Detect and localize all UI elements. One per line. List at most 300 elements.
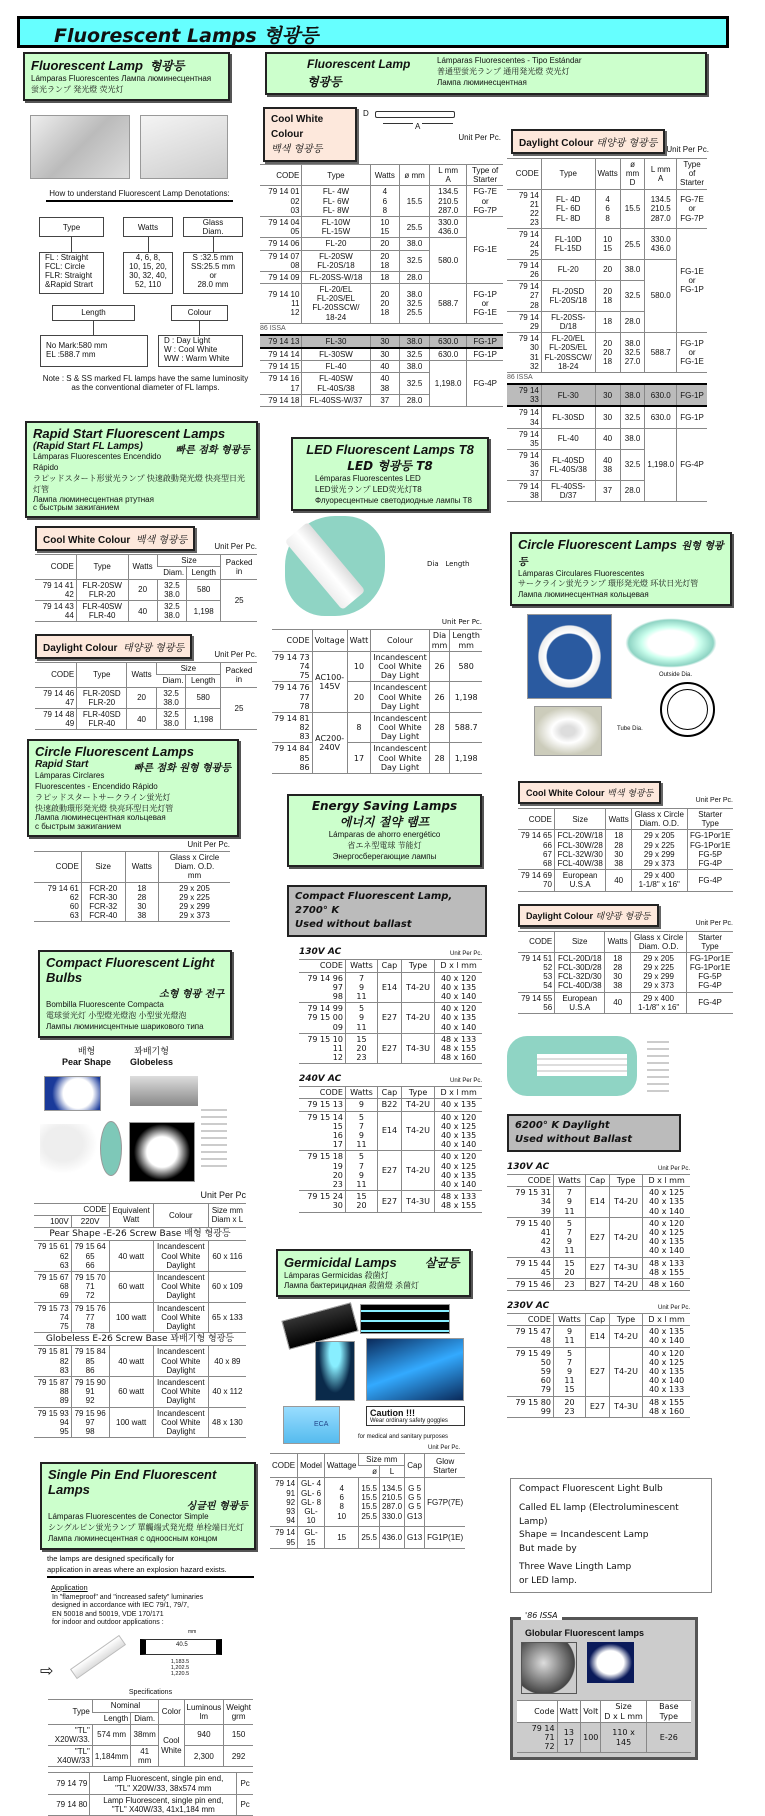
table-cell: 79 14 07 08 bbox=[260, 250, 302, 271]
table-cell: FG-4P bbox=[687, 992, 733, 1013]
table-cell: 630.0 bbox=[645, 384, 677, 406]
table-cell: Incandescent Cool White Daylight bbox=[153, 1346, 208, 1377]
daylight-table bbox=[507, 158, 707, 502]
table-cell: 48 x 130 bbox=[208, 1407, 246, 1438]
table-cell: 79 14 21 22 23 bbox=[507, 189, 541, 229]
unit-label: Unit Per Pc. bbox=[441, 618, 482, 627]
table-cell: FL- 4W FL- 6W FL- 8W bbox=[302, 186, 370, 217]
column-header: D x l mm bbox=[643, 1175, 690, 1187]
table-cell: 40 38 bbox=[370, 373, 400, 394]
table-row bbox=[299, 1111, 482, 1151]
issa-row bbox=[260, 323, 503, 335]
table-row bbox=[35, 579, 257, 600]
compact-photos bbox=[18, 1044, 248, 1190]
circle-day-table bbox=[518, 931, 733, 1015]
table-cell: FL-20SS-W/18 bbox=[302, 271, 370, 283]
table-cell: 630.0 bbox=[430, 335, 467, 348]
table-cell: GL-15 bbox=[298, 1527, 325, 1548]
table-cell: 40 x 125 40 x 135 40 x 140 bbox=[643, 1187, 690, 1218]
table-row bbox=[299, 1191, 482, 1212]
daylight-label: Daylight Colour 태양광 형광등 bbox=[511, 129, 665, 154]
table-row bbox=[48, 1746, 253, 1767]
table-cell: FLR-20SD FLR-20 bbox=[77, 687, 127, 708]
table-cell: FCL-20D/18 FCL-30D/28 FCL-32D/30 FCL-40D/38 bbox=[555, 952, 605, 992]
header-row bbox=[517, 1701, 691, 1722]
box-line: Энергосберегающие лампы bbox=[332, 851, 437, 861]
voltage-label: 230V AC bbox=[507, 1301, 550, 1312]
table-cell: 41 mm bbox=[131, 1746, 159, 1767]
column-header: CODE bbox=[35, 555, 76, 579]
header-row bbox=[48, 1700, 253, 1712]
energy-photos bbox=[507, 1036, 737, 1096]
table-cell: E27 bbox=[378, 1191, 402, 1212]
table-cell: 134.5 210.5 287.0 bbox=[645, 189, 677, 229]
table-cell: 25 bbox=[220, 687, 257, 730]
table-cell: 18 28 30 38 bbox=[606, 830, 632, 870]
table-cell: FL-20 bbox=[302, 238, 370, 250]
table-cell: 110 x 145 bbox=[601, 1722, 646, 1753]
table-row bbox=[507, 1347, 690, 1396]
column-header: CODE bbox=[34, 1203, 109, 1215]
table-cell: 29 x 400 1-1/8" x 16" bbox=[632, 870, 688, 891]
table-cell: FL-40SS-W/37 bbox=[302, 394, 370, 406]
intro-text: the lamps are designed specifically for application in areas where an explosion hazard exists. bbox=[47, 1553, 254, 1578]
table-cell: T4-2U bbox=[609, 1278, 642, 1290]
table-row bbox=[507, 428, 707, 449]
fluorescent-lamp-box bbox=[23, 52, 230, 101]
spec-title: Specifications bbox=[128, 1689, 173, 1697]
unit-label: Unit Per Pc. bbox=[187, 840, 230, 849]
unit-label: Unit Per Pc. bbox=[427, 1445, 460, 1452]
unit-label: Unit Per Pc. bbox=[449, 951, 482, 958]
table-cell: 1,198 bbox=[187, 600, 221, 621]
voltage-heading bbox=[299, 947, 482, 957]
globular-box bbox=[510, 1611, 698, 1760]
table-row bbox=[48, 1773, 253, 1794]
box-line: 快速啟動環形発光燈 快亮环型日光灯管 bbox=[35, 803, 174, 813]
column-header: L mm A bbox=[430, 165, 467, 186]
box-subtitle: Rapid Start bbox=[35, 759, 89, 771]
table-cell: 5 7 9 11 bbox=[553, 1217, 585, 1257]
table-row bbox=[260, 186, 503, 217]
column-header: Watts bbox=[553, 1314, 585, 1326]
single-pin-box bbox=[40, 1462, 256, 1549]
table-row bbox=[260, 335, 503, 348]
unit-label: Unit Per Pc. bbox=[695, 919, 733, 927]
unit-label: Unit Per Pc bbox=[200, 1189, 246, 1200]
column-header: 220V bbox=[71, 1215, 109, 1227]
led-box bbox=[291, 437, 489, 511]
cool-white-label: Cool White Colour 백색 형광등 bbox=[518, 781, 661, 804]
table-cell: FG-1P bbox=[677, 406, 707, 428]
table-cell: 79 15 18 19 20 23 bbox=[299, 1151, 345, 1191]
table-cell: E27 bbox=[586, 1257, 610, 1278]
table-row bbox=[48, 1794, 253, 1815]
globular-table bbox=[517, 1700, 691, 1753]
table-cell: 79 14 95 bbox=[270, 1527, 298, 1548]
table-cell: 32.5 bbox=[400, 348, 430, 361]
header-row bbox=[507, 1314, 690, 1326]
table-cell: FG1P(1E) bbox=[425, 1527, 466, 1548]
column-header: CODE bbox=[35, 663, 77, 687]
table-row bbox=[270, 1527, 465, 1548]
table-row bbox=[272, 651, 482, 682]
data-table bbox=[260, 164, 503, 407]
denotation-title: How to understand Fluorescent Lamp Denotations: bbox=[46, 189, 233, 202]
data-table bbox=[507, 1313, 690, 1418]
table-cell: E27 bbox=[586, 1347, 610, 1396]
table-row bbox=[507, 229, 707, 260]
table-cell: 630.0 bbox=[430, 348, 467, 361]
table-cell: 79 14 96 97 98 bbox=[299, 972, 345, 1003]
table-cell: 10 bbox=[347, 651, 371, 682]
column-header: CODE bbox=[507, 1314, 553, 1326]
germicidal-tube-photo: ECA bbox=[283, 1406, 340, 1444]
table-cell: 48 x 133 48 x 155 bbox=[643, 1257, 690, 1278]
application-title: Application bbox=[51, 1582, 88, 1592]
watts-box: Watts bbox=[123, 217, 173, 237]
table-cell: 60 x 116 bbox=[208, 1241, 246, 1272]
table-cell: T4-2U bbox=[401, 1151, 434, 1191]
table-cell: 1,198.0 bbox=[430, 361, 467, 407]
unit-label: Unit Per Pc. bbox=[666, 145, 709, 154]
table-cell: 79 14 36 37 bbox=[507, 450, 541, 481]
globeless-caption: 꽈배기형 Globeless bbox=[130, 1045, 174, 1067]
table-cell: 79 14 14 bbox=[260, 348, 302, 361]
table-cell: FL-40SW FL-40S/38 bbox=[302, 373, 370, 394]
table-cell: 79 15 73 74 75 bbox=[34, 1302, 71, 1333]
table-cell: Incandescent Cool White Daylight bbox=[153, 1241, 208, 1272]
table-cell: FL-40 bbox=[302, 361, 370, 373]
table-cell: 20 20 18 bbox=[595, 333, 620, 373]
table-row bbox=[272, 712, 482, 743]
cool-white-heading bbox=[260, 107, 501, 162]
table-cell: 630.0 bbox=[645, 406, 677, 428]
table-cell: FCR-20 FCR-30 FCR-32 FCR-40 bbox=[81, 882, 125, 922]
table-cell: 1,184mm bbox=[92, 1746, 130, 1767]
table-cell: 32.5 38.0 bbox=[157, 600, 186, 621]
rapid-cool-table bbox=[35, 554, 257, 622]
table-cell: 79 14 29 bbox=[507, 311, 541, 332]
led-photo-area bbox=[260, 516, 500, 618]
header-row bbox=[507, 1175, 690, 1187]
single-pin-lamp-photo bbox=[70, 1635, 126, 1679]
fluorescent-tube-photo bbox=[30, 115, 130, 179]
table-cell: 79 14 48 49 bbox=[35, 709, 77, 730]
column-header: Glass x Circle Diam. O.D. bbox=[632, 809, 688, 830]
table-cell: E14 bbox=[586, 1187, 610, 1218]
daylight-heading bbox=[518, 904, 733, 927]
table-cell: 79 14 01 02 03 bbox=[260, 186, 302, 217]
single-pin-drawing bbox=[18, 1627, 248, 1689]
rapid-day-table bbox=[35, 662, 257, 730]
table-cell: 79 14 27 28 bbox=[507, 281, 541, 312]
ceiling-light-photo bbox=[534, 706, 602, 756]
table-row bbox=[272, 743, 482, 774]
column-header: Type bbox=[609, 1175, 642, 1187]
table-row bbox=[260, 348, 503, 361]
table-cell: 79 15 70 71 72 bbox=[71, 1271, 109, 1302]
column-header: D x l mm bbox=[435, 960, 482, 972]
table-cell: 32.5 bbox=[400, 250, 430, 271]
table-cell: FG7P(7E) bbox=[425, 1478, 466, 1527]
table-cell: 25.5 bbox=[620, 229, 645, 260]
column-header: Cap bbox=[405, 1454, 425, 1478]
box-title: Circle Fluorescent Lamps bbox=[35, 744, 194, 760]
box-line: Lámparas Germicidas 殺菌灯 bbox=[284, 1270, 389, 1280]
column-header: Watts bbox=[127, 663, 156, 687]
table-row bbox=[507, 1257, 690, 1278]
table-cell: FL-20/EL FL-20S/EL FL-20SSCW/ 18-24 bbox=[541, 333, 595, 373]
box-line: Лампа люминесцентная кольцевая с быстрым зажиганием bbox=[35, 813, 166, 832]
table-cell: 79 14 38 bbox=[507, 480, 541, 501]
column-header: Watts bbox=[128, 555, 157, 579]
table-cell: 79 15 24 30 bbox=[299, 1191, 345, 1212]
table-cell: 30 bbox=[595, 406, 620, 428]
table-cell: 5 7 9 11 15 bbox=[553, 1347, 585, 1396]
type-values: FL : Straight FCL: Circle FLR: Straight &Rapid Strart bbox=[39, 252, 104, 294]
column-header: CODE bbox=[299, 1087, 345, 1099]
table-row bbox=[299, 1033, 482, 1064]
table-cell: 79 15 46 bbox=[507, 1278, 553, 1290]
table-cell: AC200- 240V bbox=[312, 712, 347, 773]
table-cell: E27 bbox=[378, 1151, 402, 1191]
column-header: Watts bbox=[553, 1175, 585, 1187]
table-cell: 40 bbox=[595, 428, 620, 449]
table-cell: FG-1Por1E FG-1Por1E FG-5P FG-4P bbox=[687, 952, 733, 992]
spiral-bulb-2-photo bbox=[201, 1104, 227, 1172]
column-header: Volt bbox=[581, 1701, 601, 1722]
table-row bbox=[34, 1241, 246, 1272]
table-cell: 15 20 bbox=[345, 1191, 377, 1212]
cfl-6200-header: 6200° K Daylight Used without Ballast bbox=[507, 1114, 681, 1152]
column-header: Watts bbox=[345, 1087, 377, 1099]
table-cell: FLR-20SW FLR-20 bbox=[76, 579, 128, 600]
table-cell: 79 14 34 bbox=[507, 406, 541, 428]
table-cell: T4-2U bbox=[609, 1217, 642, 1257]
table-cell: 40 x 120 40 x 135 40 x 140 bbox=[435, 972, 482, 1003]
data-table bbox=[35, 662, 257, 730]
column-header: Size bbox=[156, 663, 220, 675]
table-row bbox=[299, 1003, 482, 1034]
column-header: D x l mm bbox=[435, 1087, 482, 1099]
table-cell: 32.5 bbox=[400, 373, 430, 394]
table-cell: 25.5 bbox=[400, 216, 430, 237]
column-header: ø mm D bbox=[620, 159, 645, 190]
header-row bbox=[34, 1203, 246, 1215]
column-header: Type bbox=[77, 663, 127, 687]
column-header: Starter Type bbox=[687, 931, 733, 952]
table-cell: 48 x 133 48 x 155 bbox=[435, 1191, 482, 1212]
column-header: Diam. bbox=[131, 1712, 159, 1724]
table-cell: T4-2U bbox=[401, 1111, 434, 1151]
table-cell: 79 15 80 99 bbox=[507, 1396, 553, 1417]
table-cell: 38.0 32.5 25.5 bbox=[400, 284, 430, 324]
table-row bbox=[260, 238, 503, 250]
column-header: ø mm bbox=[400, 165, 430, 186]
table-cell: 79 14 76 77 78 bbox=[272, 682, 312, 713]
column-header: Watts bbox=[370, 165, 400, 186]
table-cell: 38.0 bbox=[400, 238, 430, 250]
table-cell: FL-20/EL FL-20S/EL FL-20SSCW/ 18-24 bbox=[302, 284, 370, 324]
table-cell: 18 28 30 38 bbox=[125, 882, 158, 922]
table-cell: 134.5 210.5 287.0 330.0 bbox=[380, 1478, 405, 1527]
column-header: Type bbox=[541, 159, 595, 190]
table-cell: 79 15 49 50 59 60 79 bbox=[507, 1347, 553, 1396]
table-cell: 79 14 41 42 bbox=[35, 579, 76, 600]
unit-label: Unit Per Pc. bbox=[657, 1166, 690, 1173]
table-cell: 1,198 bbox=[186, 709, 220, 730]
table-cell: Incandescent Cool White Day Light bbox=[371, 651, 430, 682]
table-row bbox=[34, 1407, 246, 1438]
box-line: Lámparas Fluorescentes de Conector Simple bbox=[48, 1512, 209, 1522]
table-cell: 20 20 18 bbox=[370, 284, 400, 324]
table-cell: GL- 4 GL- 6 GL- 8 GL-10 bbox=[298, 1478, 325, 1527]
table-cell: 37 bbox=[370, 394, 400, 406]
table-cell: 2,300 bbox=[184, 1746, 224, 1767]
column-header: Size D x L mm bbox=[601, 1701, 646, 1722]
column-header: Cap bbox=[378, 1087, 402, 1099]
table-cell: 79 14 91 92 93 94 bbox=[270, 1478, 298, 1527]
table-cell: 79 15 93 94 95 bbox=[34, 1407, 71, 1438]
box-line: 電球蛍光灯 小型燈光燈泡 小型蛍光燈泡 bbox=[46, 1011, 187, 1021]
table-cell: FL-10W FL-15W bbox=[302, 216, 370, 237]
single-spec-table bbox=[48, 1699, 253, 1767]
table-cell: 580.0 bbox=[430, 238, 467, 284]
table-cell: Lamp Fluorescent, single pin end, "TL" X20W/33, 38x574 mm bbox=[90, 1773, 237, 1794]
table-cell: 28 bbox=[429, 712, 450, 743]
table-cell: FG-4P bbox=[467, 361, 503, 407]
circle-cool-table bbox=[518, 808, 733, 892]
table-cell: AC100- 145V bbox=[312, 651, 347, 712]
table-cell: 25.5 bbox=[359, 1527, 380, 1548]
column-header: Watt bbox=[347, 630, 371, 651]
data-table bbox=[270, 1453, 465, 1549]
led-table bbox=[272, 629, 482, 774]
header-row bbox=[299, 960, 482, 972]
globeless-bulb-photo bbox=[130, 1076, 198, 1106]
table-cell: E14 bbox=[378, 972, 402, 1003]
table-cell: Incandescent Cool White Daylight bbox=[153, 1407, 208, 1438]
table-cell: 29 x 400 1-1/8" x 16" bbox=[631, 992, 687, 1013]
table-row bbox=[507, 1217, 690, 1257]
dim-unit: mm bbox=[188, 1629, 197, 1636]
table-row bbox=[517, 1722, 691, 1753]
watts-values: 4, 6, 8, 10, 15, 20, 30, 32, 40, 52, 110 bbox=[123, 252, 173, 294]
table-cell: E27 bbox=[378, 1003, 402, 1034]
note-line: or LED lamp. bbox=[519, 1575, 577, 1586]
colour-box: Colour bbox=[171, 305, 228, 321]
column-header: Dia mm bbox=[429, 630, 450, 651]
table-cell: 79 14 18 bbox=[260, 394, 302, 406]
box-korean: 빠른 점화 형광등 bbox=[175, 444, 250, 456]
table-row bbox=[34, 1302, 246, 1333]
table-cell: 15 20 23 bbox=[345, 1033, 377, 1064]
table-cell: 79 15 47 48 bbox=[507, 1326, 553, 1347]
column-header: Packed in bbox=[220, 663, 257, 687]
table-row bbox=[34, 1346, 246, 1377]
table-cell: 940 bbox=[184, 1724, 224, 1745]
denotation-diagram bbox=[18, 189, 258, 399]
table-cell: FL-30SW bbox=[302, 348, 370, 361]
table-cell: 79 14 65 66 67 68 bbox=[518, 830, 554, 870]
table-cell: 79 14 99 79 15 00 09 bbox=[299, 1003, 345, 1034]
table-cell: 4 6 8 bbox=[370, 186, 400, 217]
note-line: But made by bbox=[519, 1543, 577, 1554]
column-header: Starter Type bbox=[687, 809, 733, 830]
photo-row bbox=[18, 115, 248, 179]
globular-photos bbox=[521, 1642, 691, 1694]
table-cell: T4-3U bbox=[401, 1033, 434, 1064]
box-line: Lámparas de ahorro energético bbox=[328, 830, 441, 839]
box-line: サークライン蛍光ランプ 環形発光燈 环状日光灯管 bbox=[518, 579, 699, 589]
table-row bbox=[34, 1377, 246, 1408]
box-korean: LED 형광등 T8 bbox=[347, 458, 433, 473]
data-table bbox=[507, 158, 707, 502]
length-box: Length bbox=[52, 305, 135, 321]
box-title: Circle Fluorescent Lamps bbox=[518, 537, 677, 553]
column-header: CODE bbox=[299, 960, 345, 972]
lamp-dimension-drawing: 40.5 bbox=[140, 1639, 222, 1655]
table-cell: 65 x 133 bbox=[208, 1302, 246, 1333]
table-cell: Incandescent Cool White Daylight bbox=[153, 1377, 208, 1408]
table-cell: FG-7E or FG-7P bbox=[677, 189, 707, 229]
colour-values: D : Day Light W : Cool White WW : Warm White bbox=[158, 335, 243, 367]
table-cell: 79 14 61 62 60 63 bbox=[34, 882, 81, 922]
globular-lamp-photo bbox=[521, 1642, 577, 1694]
data-table bbox=[34, 851, 230, 922]
table-cell: 60 watt bbox=[109, 1271, 153, 1302]
energy-lamp-2-photo bbox=[647, 1036, 669, 1096]
table-row bbox=[507, 1396, 690, 1417]
table-cell: 20 23 bbox=[553, 1396, 585, 1417]
table-row bbox=[518, 870, 733, 891]
box-subtitle: (Rapid Start FL Lamps) bbox=[33, 440, 143, 452]
header-row bbox=[260, 165, 503, 186]
table-cell: 40 38 bbox=[595, 450, 620, 481]
table-cell: 79 14 09 bbox=[260, 271, 302, 283]
table-cell: 40 x 112 bbox=[208, 1377, 246, 1408]
table-cell: FL-40 bbox=[541, 428, 595, 449]
table-cell: 79 15 84 85 86 bbox=[71, 1346, 109, 1377]
table-cell: FL-20SD FL-20S/18 bbox=[541, 281, 595, 312]
table-row bbox=[34, 1271, 246, 1302]
data-table bbox=[517, 1700, 691, 1753]
table-cell: 79 14 06 bbox=[260, 238, 302, 250]
column-header: Watts bbox=[345, 960, 377, 972]
table-cell: 18 bbox=[595, 311, 620, 332]
table-cell: FL-20 bbox=[541, 259, 595, 280]
length-values: No Mark:580 mm EL :588.7 mm bbox=[40, 335, 148, 367]
table-cell: 79 15 44 45 bbox=[507, 1257, 553, 1278]
table-cell: 5 9 11 bbox=[345, 1003, 377, 1034]
table-cell: 40 bbox=[128, 600, 157, 621]
led-tube-photo bbox=[285, 516, 385, 616]
table-cell: 40 x 120 40 x 125 40 x 135 40 x 140 bbox=[435, 1151, 482, 1191]
table-cell: 38.0 bbox=[620, 384, 645, 406]
table-cell: 79 15 31 34 39 bbox=[507, 1187, 553, 1218]
column-header: Type bbox=[48, 1700, 92, 1724]
table-cell: FCL-20W/18 FCL-30W/28 FCL-32W/30 FCL-40W/38 bbox=[554, 830, 605, 870]
table-row bbox=[260, 216, 503, 237]
table-cell: 79 14 30 31 32 bbox=[507, 333, 541, 373]
left-column bbox=[18, 52, 260, 1816]
table-cell: FL-40SS-D/37 bbox=[541, 480, 595, 501]
table-cell: E27 bbox=[586, 1396, 610, 1417]
table-cell: 13 17 bbox=[557, 1722, 581, 1753]
table-row bbox=[507, 1278, 690, 1290]
table-cell: 79 15 67 68 69 bbox=[34, 1271, 71, 1302]
